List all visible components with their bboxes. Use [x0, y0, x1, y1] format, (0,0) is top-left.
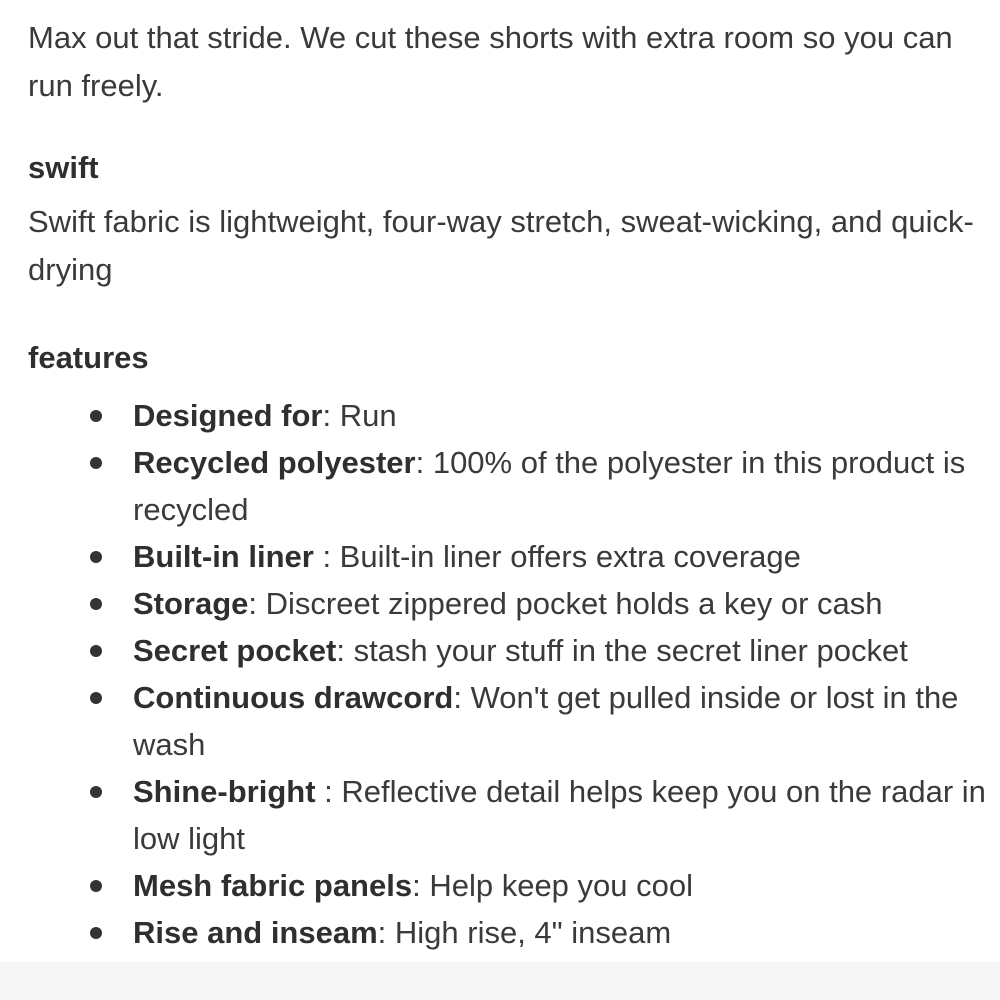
feature-item — [28, 768, 988, 862]
feature-text: Won't get pulled inside or lost in the wash — [133, 680, 959, 762]
feature-item — [28, 674, 988, 768]
intro-text: Max out that stride. We cut these shorts with extra room so you can run freely. — [28, 20, 953, 103]
feature-text: High rise, 4" inseam — [394, 915, 672, 950]
feature-term: Designed for — [133, 398, 323, 433]
bullet-icon — [90, 410, 102, 422]
feature-term: Storage — [133, 586, 249, 621]
feature-item — [28, 439, 988, 533]
feature-separator: : — [248, 586, 266, 621]
feature-text: stash your stuff in the secret liner pocket — [353, 633, 908, 668]
bullet-icon — [90, 551, 102, 563]
feature-separator: : — [412, 868, 430, 903]
feature-separator: : — [336, 633, 354, 668]
feature-term: Rise and inseam — [133, 915, 378, 950]
bullet-icon — [90, 786, 102, 798]
feature-term: Secret pocket — [133, 633, 337, 668]
feature-term: Shine-bright — [133, 774, 316, 809]
feature-item — [28, 862, 988, 909]
feature-text: 100% of the polyester in this product is recycled — [133, 445, 966, 527]
bottom-band — [0, 962, 1000, 1000]
feature-term: Recycled polyester — [133, 445, 416, 480]
feature-separator: : — [322, 398, 340, 433]
bullet-icon — [90, 598, 102, 610]
feature-separator: : — [453, 680, 471, 715]
feature-text: Reflective detail helps keep you on the radar in low light — [133, 774, 986, 856]
bullet-icon — [90, 927, 102, 939]
bullet-icon — [90, 457, 102, 469]
bullet-icon — [90, 692, 102, 704]
feature-separator: : — [377, 915, 395, 950]
feature-item — [28, 627, 988, 674]
bullet-icon — [90, 880, 102, 892]
feature-term: Built-in liner — [133, 539, 314, 574]
feature-item — [28, 580, 988, 627]
feature-text: Help keep you cool — [429, 868, 693, 903]
feature-text: Built-in liner offers extra coverage — [339, 539, 801, 574]
feature-item — [28, 392, 988, 439]
swift-heading: swift — [28, 150, 99, 185]
bullet-icon — [90, 645, 102, 657]
swift-description: Swift fabric is lightweight, four-way stretch, sweat-wicking, and quick-drying — [28, 204, 974, 287]
features-list — [28, 392, 988, 956]
feature-separator: : — [415, 445, 433, 480]
feature-text: Run — [339, 398, 397, 433]
feature-item — [28, 533, 988, 580]
features-heading: features — [28, 340, 149, 375]
feature-separator: : — [315, 774, 342, 809]
feature-item — [28, 909, 988, 956]
feature-term: Continuous drawcord — [133, 680, 454, 715]
feature-separator: : — [313, 539, 340, 574]
feature-term: Mesh fabric panels — [133, 868, 413, 903]
product-description — [28, 14, 988, 956]
feature-text: Discreet zippered pocket holds a key or cash — [265, 586, 883, 621]
